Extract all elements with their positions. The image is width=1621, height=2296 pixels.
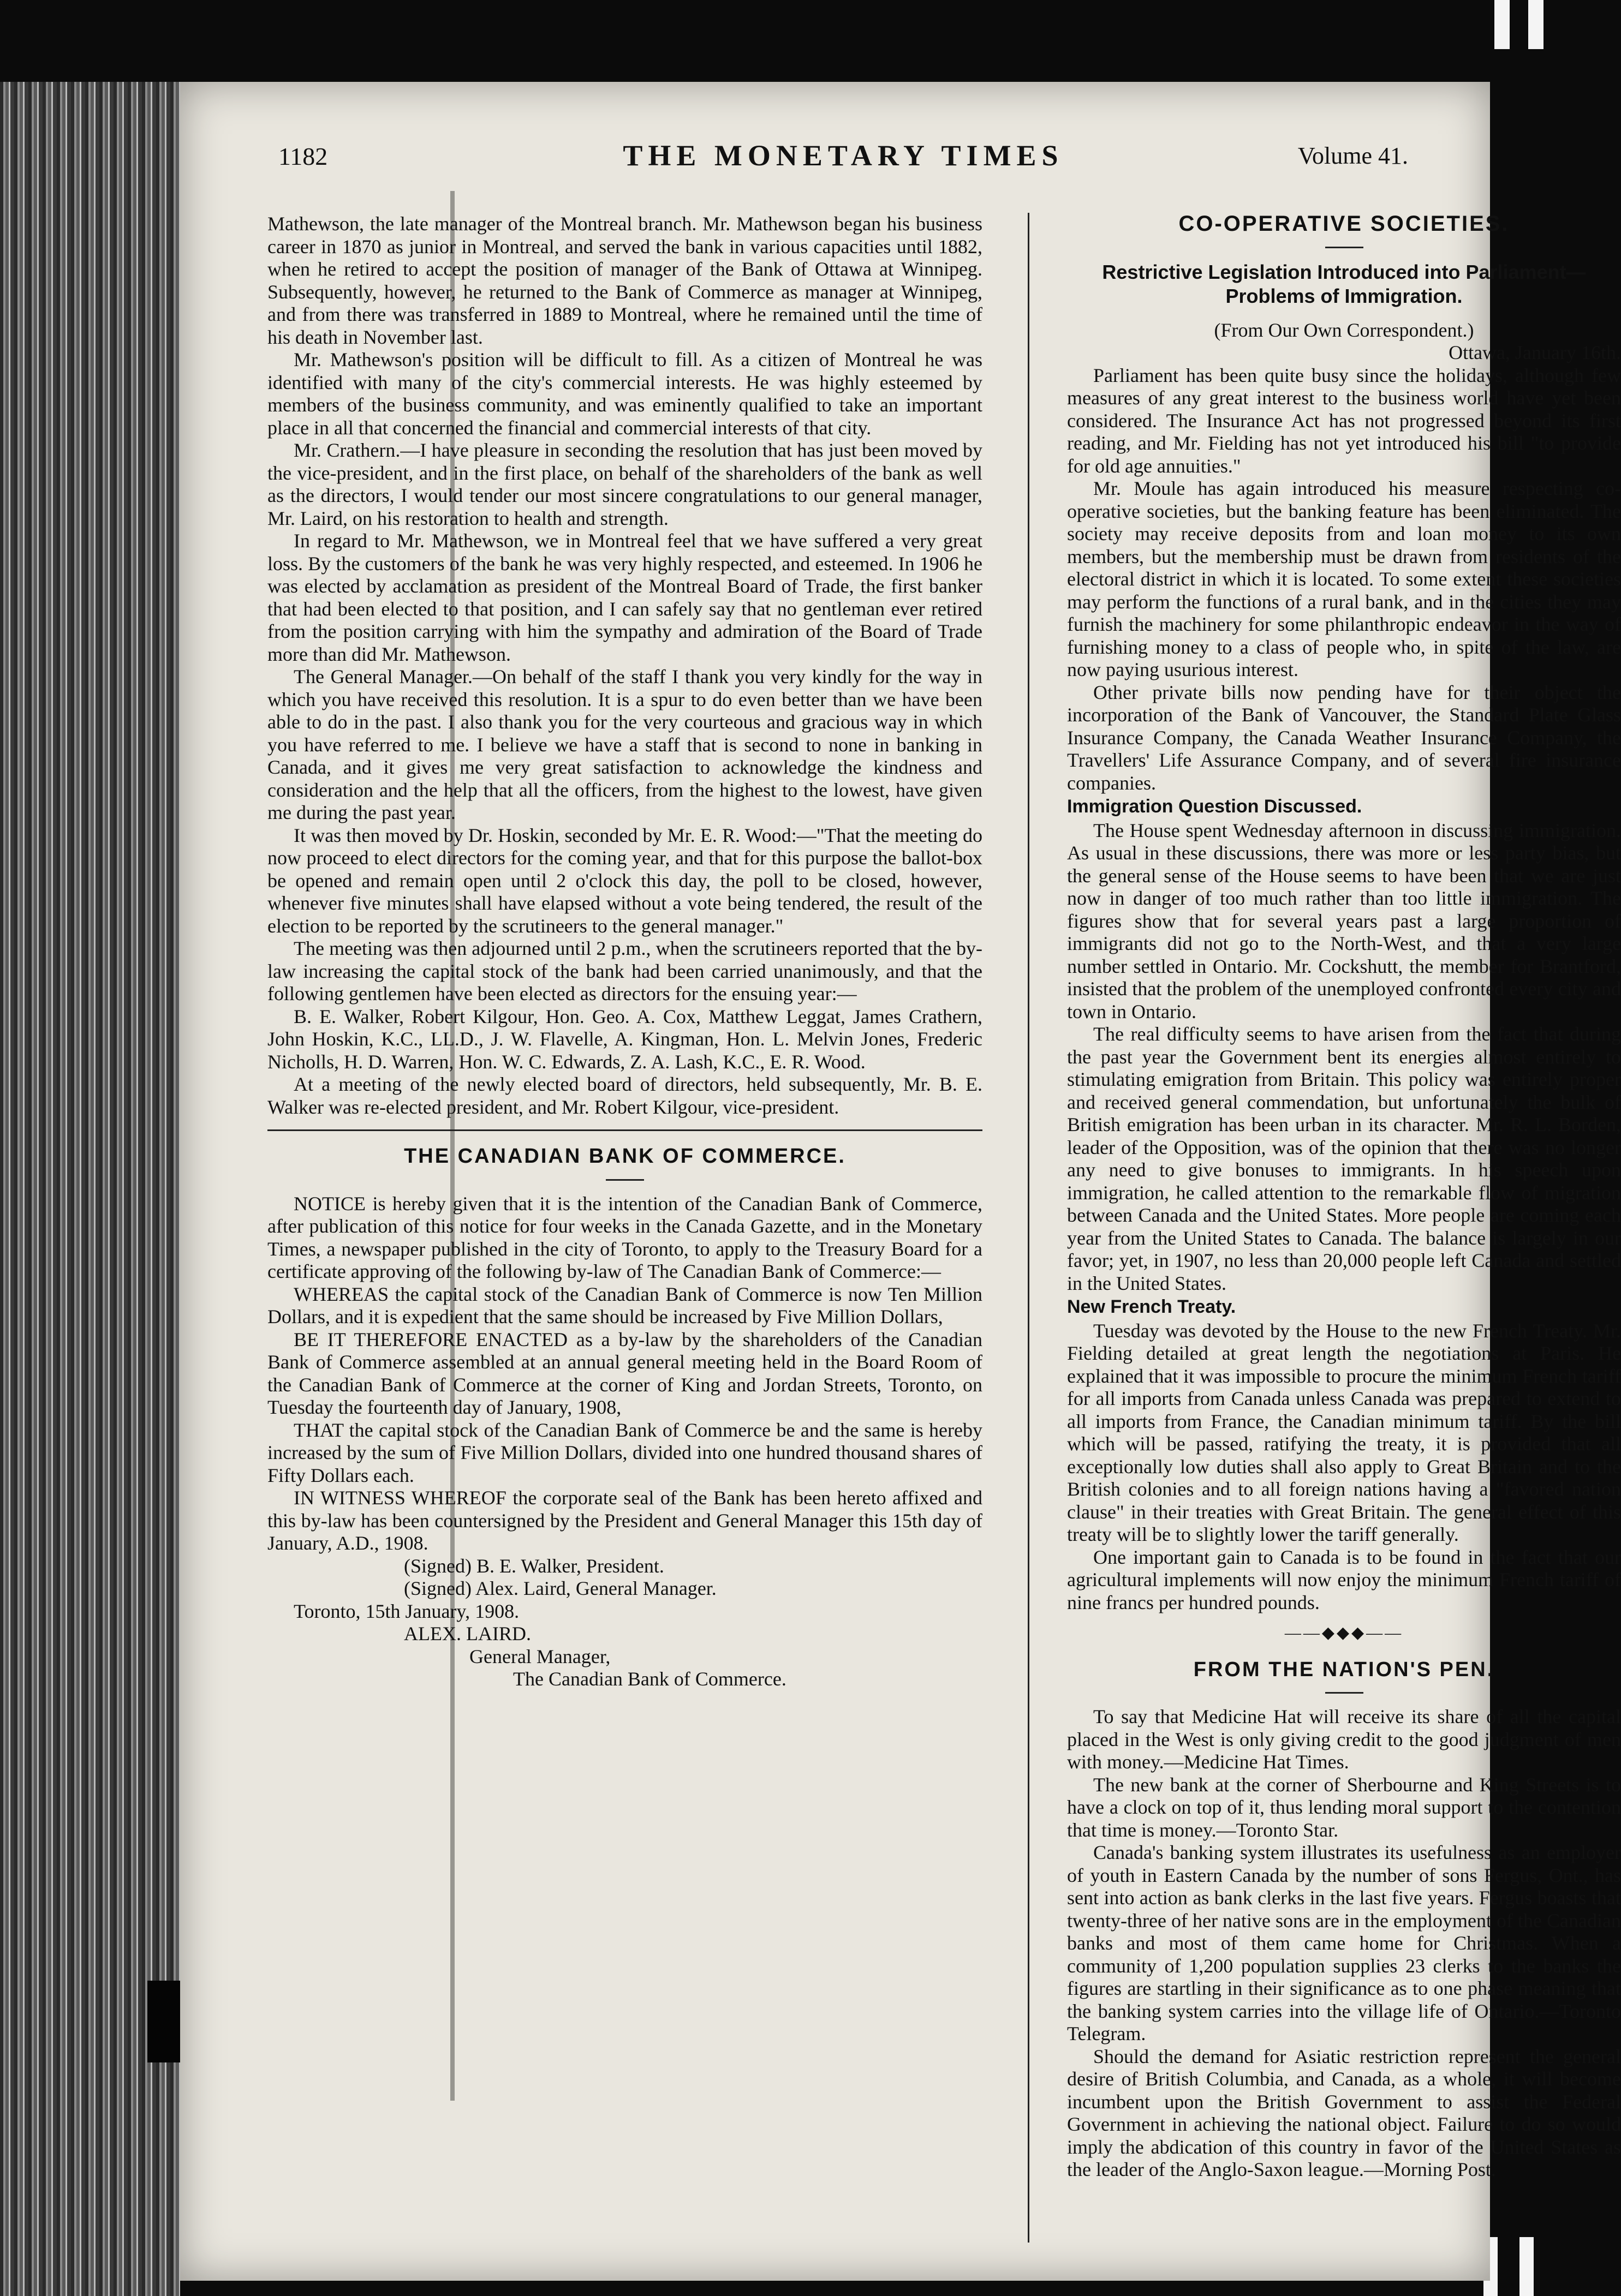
article-paragraph: Parliament has been quite busy since the holidays, although few measures of any great interest to the business world have yet been considered. The Insurance Act has not progressed beyond its first reading, and Mr. Fielding has not yet introduced his bill "to provide for old age annuities." xyxy=(1067,364,1621,477)
byline: (From Our Own Correspondent.) xyxy=(1214,319,1474,341)
article-paragraph: It was then moved by Dr. Hoskin, seconded by Mr. E. R. Wood:—"That the meeting do now proceed to elect directors for the coming year, and that for this purpose the ballot-box be opened and remain open until 2 o'clock this day, the poll to be closed, however, whenever five minutes shall have elapsed without a vote being tendered, the result of the election to be reported by the scrutineers to the general manager." xyxy=(267,824,982,937)
page-header xyxy=(278,139,1408,186)
article-paragraph: Mr. Crathern.—I have pleasure in seconding the resolution that has just been moved by the vice-president, and in the first place, on behalf of the shareholders of the bank as well as the directors, I would tender our most sincere congratulations to our general manager, Mr. Laird, on his restoration to health and strength. xyxy=(267,439,982,529)
article-paragraph: The General Manager.—On behalf of the staff I thank you very kindly for the way in which you have received this resolution. It is a spur to do even better than we have been able to do in the past. I also thank you for the very courteous and gracious way in which you have referred to me. I believe we have a staff that is second to none in banking in Canada, and it gives me very great satisfaction to acknowledge the kindness and consideration and the help that all the officers, from the highest to the lowest, have given me during the past year. xyxy=(267,666,982,823)
article-paragraph: Other private bills now pending have for their object the incorporation of the Bank of Vancouver, the Standard Plate Glass Insurance Company, the Canada Weather Insurance Company, the Travellers' Life Assurance Company, and of several fire insurance companies. xyxy=(1067,681,1621,794)
signatory-title: General Manager, xyxy=(469,1645,611,1667)
book-binding-edge xyxy=(0,82,180,2296)
volume-label: Volume 41. xyxy=(1297,142,1408,169)
ornament-divider: ——◆◆◆—— xyxy=(1284,1624,1404,1642)
article-paragraph: The House spent Wednesday afternoon in discussing immigration. As usual in these discussions, there was more or less party bias, but the general sense of the House seems to have been that we are just now in danger of too much rather than too little immigration. The figures show that for several years past a large proportion of immigrants did not go to the North-West, and that a very large number settled in Ontario. Mr. Cockshutt, the member for Brantford, insisted that the problem of the unemployed confronted every city and town in Ontario. xyxy=(1067,819,1621,1023)
notice-paragraph: IN WITNESS WHEREOF the corporate seal of the Bank has been hereto affixed and this by-law has been countersigned by the President and General Manager this 15th day of January, A.D., 1908. xyxy=(267,1487,982,1554)
notice-place-date: Toronto, 15th January, 1908. xyxy=(294,1600,520,1622)
edge-mark-top xyxy=(1494,0,1510,49)
directors-list: B. E. Walker, Robert Kilgour, Hon. Geo. A. Cox, Matthew Leggat, James Crathern, John Hoskin, K.C., LL.D., J. W. Flavelle, A. Kingman, Hon. L. Melvin Jones, Frederic Nicholls, H. D. Warren, Hon. W. C. Edwards, Z. A. Lash, K.C., E. R. Wood. xyxy=(267,1005,982,1073)
notice-paragraph: WHEREAS the capital stock of the Canadian Bank of Commerce is now Ten Million Dollars, and it is expedient that the same should be increased by Five Million Dollars, xyxy=(267,1283,982,1328)
article-paragraph: At a meeting of the newly elected board of directors, held subsequently, Mr. B. E. Walker was re-elected president, and Mr. Robert Kilgour, vice-president. xyxy=(267,1073,982,1118)
signature-line: (Signed) B. E. Walker, President. xyxy=(404,1554,664,1577)
heading-rule xyxy=(606,1179,644,1181)
article-paragraph: Tuesday was devoted by the House to the new French Treaty. Mr. Fielding detailed at great length the negotiations at Paris. He explained that it was impossible to procure the minimum French tariff for all imports from Canada unless Canada was prepared to extend to all imports from France, the Canadian minimum tariff. By the bill which will be passed, ratifying the treaty, it is provided that all exceptionally low duties shall also apply to Great Britain and to the British colonies and to all foreign nations having a "favored nation clause" in their treaties with Great Britain. The general effect of this treaty will be to slightly lower the tariff generally. xyxy=(1067,1319,1621,1545)
quote-paragraph: Canada's banking system illustrates its usefulness as an employer of youth in Eastern Canada by the number of sons Fergus, Ont., has sent into action as bank clerks in the last five years. Fergus boasts that twenty-three of her native sons are in the employment of the Canadian banks and most of them came home for Christmas. When a community of 1,200 population supplies 23 clerks to the banks the figures are startling in their significance as to one phase meaning that the banking system carries into the village life of Ontario.—Toronto Telegram. xyxy=(1067,1841,1621,2044)
quote-paragraph: Should the demand for Asiatic restriction represent the general desire of British Columbia, and Canada, as a whole, it will become incumbent upon the British Government to assist the Federal Government in achieving the national object. Failure to do so would imply the abdication of this country in favor of the United States as the leader of the Anglo-Saxon league.—Morning Post. xyxy=(1067,2045,1621,2180)
signatory-name: ALEX. LAIRD. xyxy=(404,1623,531,1645)
heading-rule xyxy=(1325,247,1363,248)
article-paragraph: Mathewson, the late manager of the Montreal branch. Mr. Mathewson began his business career in 1870 as junior in Montreal, and served the bank in various capacities until 1882, when he retired to accept the position of manager of the Bank of Ottawa at Winnipeg. Subsequently, however, he returned to the Bank of Commerce as manager at Winnipeg, and from there was transferred in 1889 to Montreal, where he remained until the time of his death in November last. xyxy=(267,213,982,348)
page-number: 1182 xyxy=(278,142,328,170)
section-subhead: Immigration Question Discussed. xyxy=(1067,796,1362,817)
pen-heading: FROM THE NATION'S PEN. xyxy=(1193,1658,1495,1681)
left-column xyxy=(267,213,982,1691)
article-paragraph: The meeting was then adjourned until 2 p.m., when the scrutineers reported that the by-law increasing the capital stock of the bank had been carried unanimously, and that the following gentlemen have been elected as directors for the ensuing year:— xyxy=(267,937,982,1004)
notice-paragraph: NOTICE is hereby given that it is the intention of the Canadian Bank of Commerce, after publication of this notice for four weeks in the Canada Gazette, and in the Monetary Times, a newspaper published in the city of Toronto, to apply to the Treasury Board for a certificate approving of the following by-law of The Canadian Bank of Commerce:— xyxy=(267,1192,982,1282)
notice-heading: THE CANADIAN BANK OF COMMERCE. xyxy=(404,1145,846,1168)
masthead-title: THE MONETARY TIMES xyxy=(623,139,1064,172)
article-subheading: Restrictive Legislation Introduced into Parliament—Problems of Immigration. xyxy=(1102,260,1586,307)
quote-paragraph: The new bank at the corner of Sherbourne and King Streets is to have a clock on top of it, thus lending moral support to the contention that time is money.—Toronto Star. xyxy=(1067,1773,1621,1841)
notice-paragraph: BE IT THEREFORE ENACTED as a by-law by the shareholders of the Canadian Bank of Commerce assembled at an annual general meeting held in the Board Room of the Canadian Bank of Commerce at the corner of King and Jordan Streets, Toronto, on Tuesday the fourteenth day of January, 1908, xyxy=(267,1328,982,1418)
article-heading: CO-OPERATIVE SOCIETIES. xyxy=(1178,212,1510,236)
quote-paragraph: To say that Medicine Hat will receive its share of all the capital placed in the West is only giving credit to the good judgment of men with money.—Medicine Hat Times. xyxy=(1067,1706,1621,1773)
right-column xyxy=(1067,213,1621,2181)
article-paragraph: In regard to Mr. Mathewson, we in Montreal feel that we have suffered a very great loss. By the customers of the bank he was very highly respected, and esteemed. In 1906 he was elected by acclamation as president of the Montreal Board of Trade, the first banker that had been elected to that position, and I can safely say that no gentleman ever retired from the position carrying with him the sympathy and admiration of the Board of Trade more than did Mr. Mathewson. xyxy=(267,530,982,665)
section-divider xyxy=(267,1129,982,1131)
edge-mark-top xyxy=(1528,0,1543,49)
column-rule xyxy=(1028,213,1029,2243)
article-paragraph: Mr. Moule has again introduced his measure respecting co-operative societies, but the banking feature has been eliminated. The society may receive deposits from and loan money to its own members, but the membership must be drawn from residents of the electoral district in which it is located. To some extent these societies may perform the functions of a rural bank, and in the cities they may furnish the machinery for some philanthropic endeavor in the way of furnishing money to a class of people who, in spite of the law, are now paying usurious interest. xyxy=(1067,477,1621,680)
section-subhead: New French Treaty. xyxy=(1067,1296,1236,1317)
article-paragraph: Mr. Mathewson's position will be difficult to fill. As a citizen of Montreal he was identified with many of the city's commercial interests. He was highly esteemed by members of the business community, and was eminently qualified to take an important place in all that concerned the financial and commercial interests of that city. xyxy=(267,349,982,439)
edge-mark-bottom xyxy=(1519,2237,1534,2296)
dateline: Ottawa, January 16th. xyxy=(1449,342,1621,363)
signature-line: (Signed) Alex. Laird, General Manager. xyxy=(404,1577,717,1599)
signatory-title: The Canadian Bank of Commerce. xyxy=(513,1668,786,1690)
heading-rule xyxy=(1325,1692,1363,1694)
article-paragraph: The real difficulty seems to have arisen from the fact that during the past year the Government bent its energies almost entirely to stimulating emigration from Britain. This policy was entirely proper and received general commendation, but unfortunately the bulk of British emigration has been urban in its character. Mr. R. L. Borden, leader of the Opposition, was of the opinion that there was no longer any need to give bonuses to immigrants. In his speech upon immigration, he called attention to the remarkable flow of migration between Canada and the United States. More people are coming each year from the United States to Canada. The balance is largely in our favor; yet, in 1907, no less than 20,000 people left Canada and settled in the United States. xyxy=(1067,1023,1621,1294)
article-paragraph: One important gain to Canada is to be found in the fact that our agricultural implements will now enjoy the minimum French tariff of nine francs per hundred pounds. xyxy=(1067,1546,1621,1613)
notice-paragraph: THAT the capital stock of the Canadian Bank of Commerce be and the same is hereby increased by the sum of Five Million Dollars, divided into one hundred thousand shares of Fifty Dollars each. xyxy=(267,1419,982,1486)
newspaper-page xyxy=(180,82,1621,2281)
